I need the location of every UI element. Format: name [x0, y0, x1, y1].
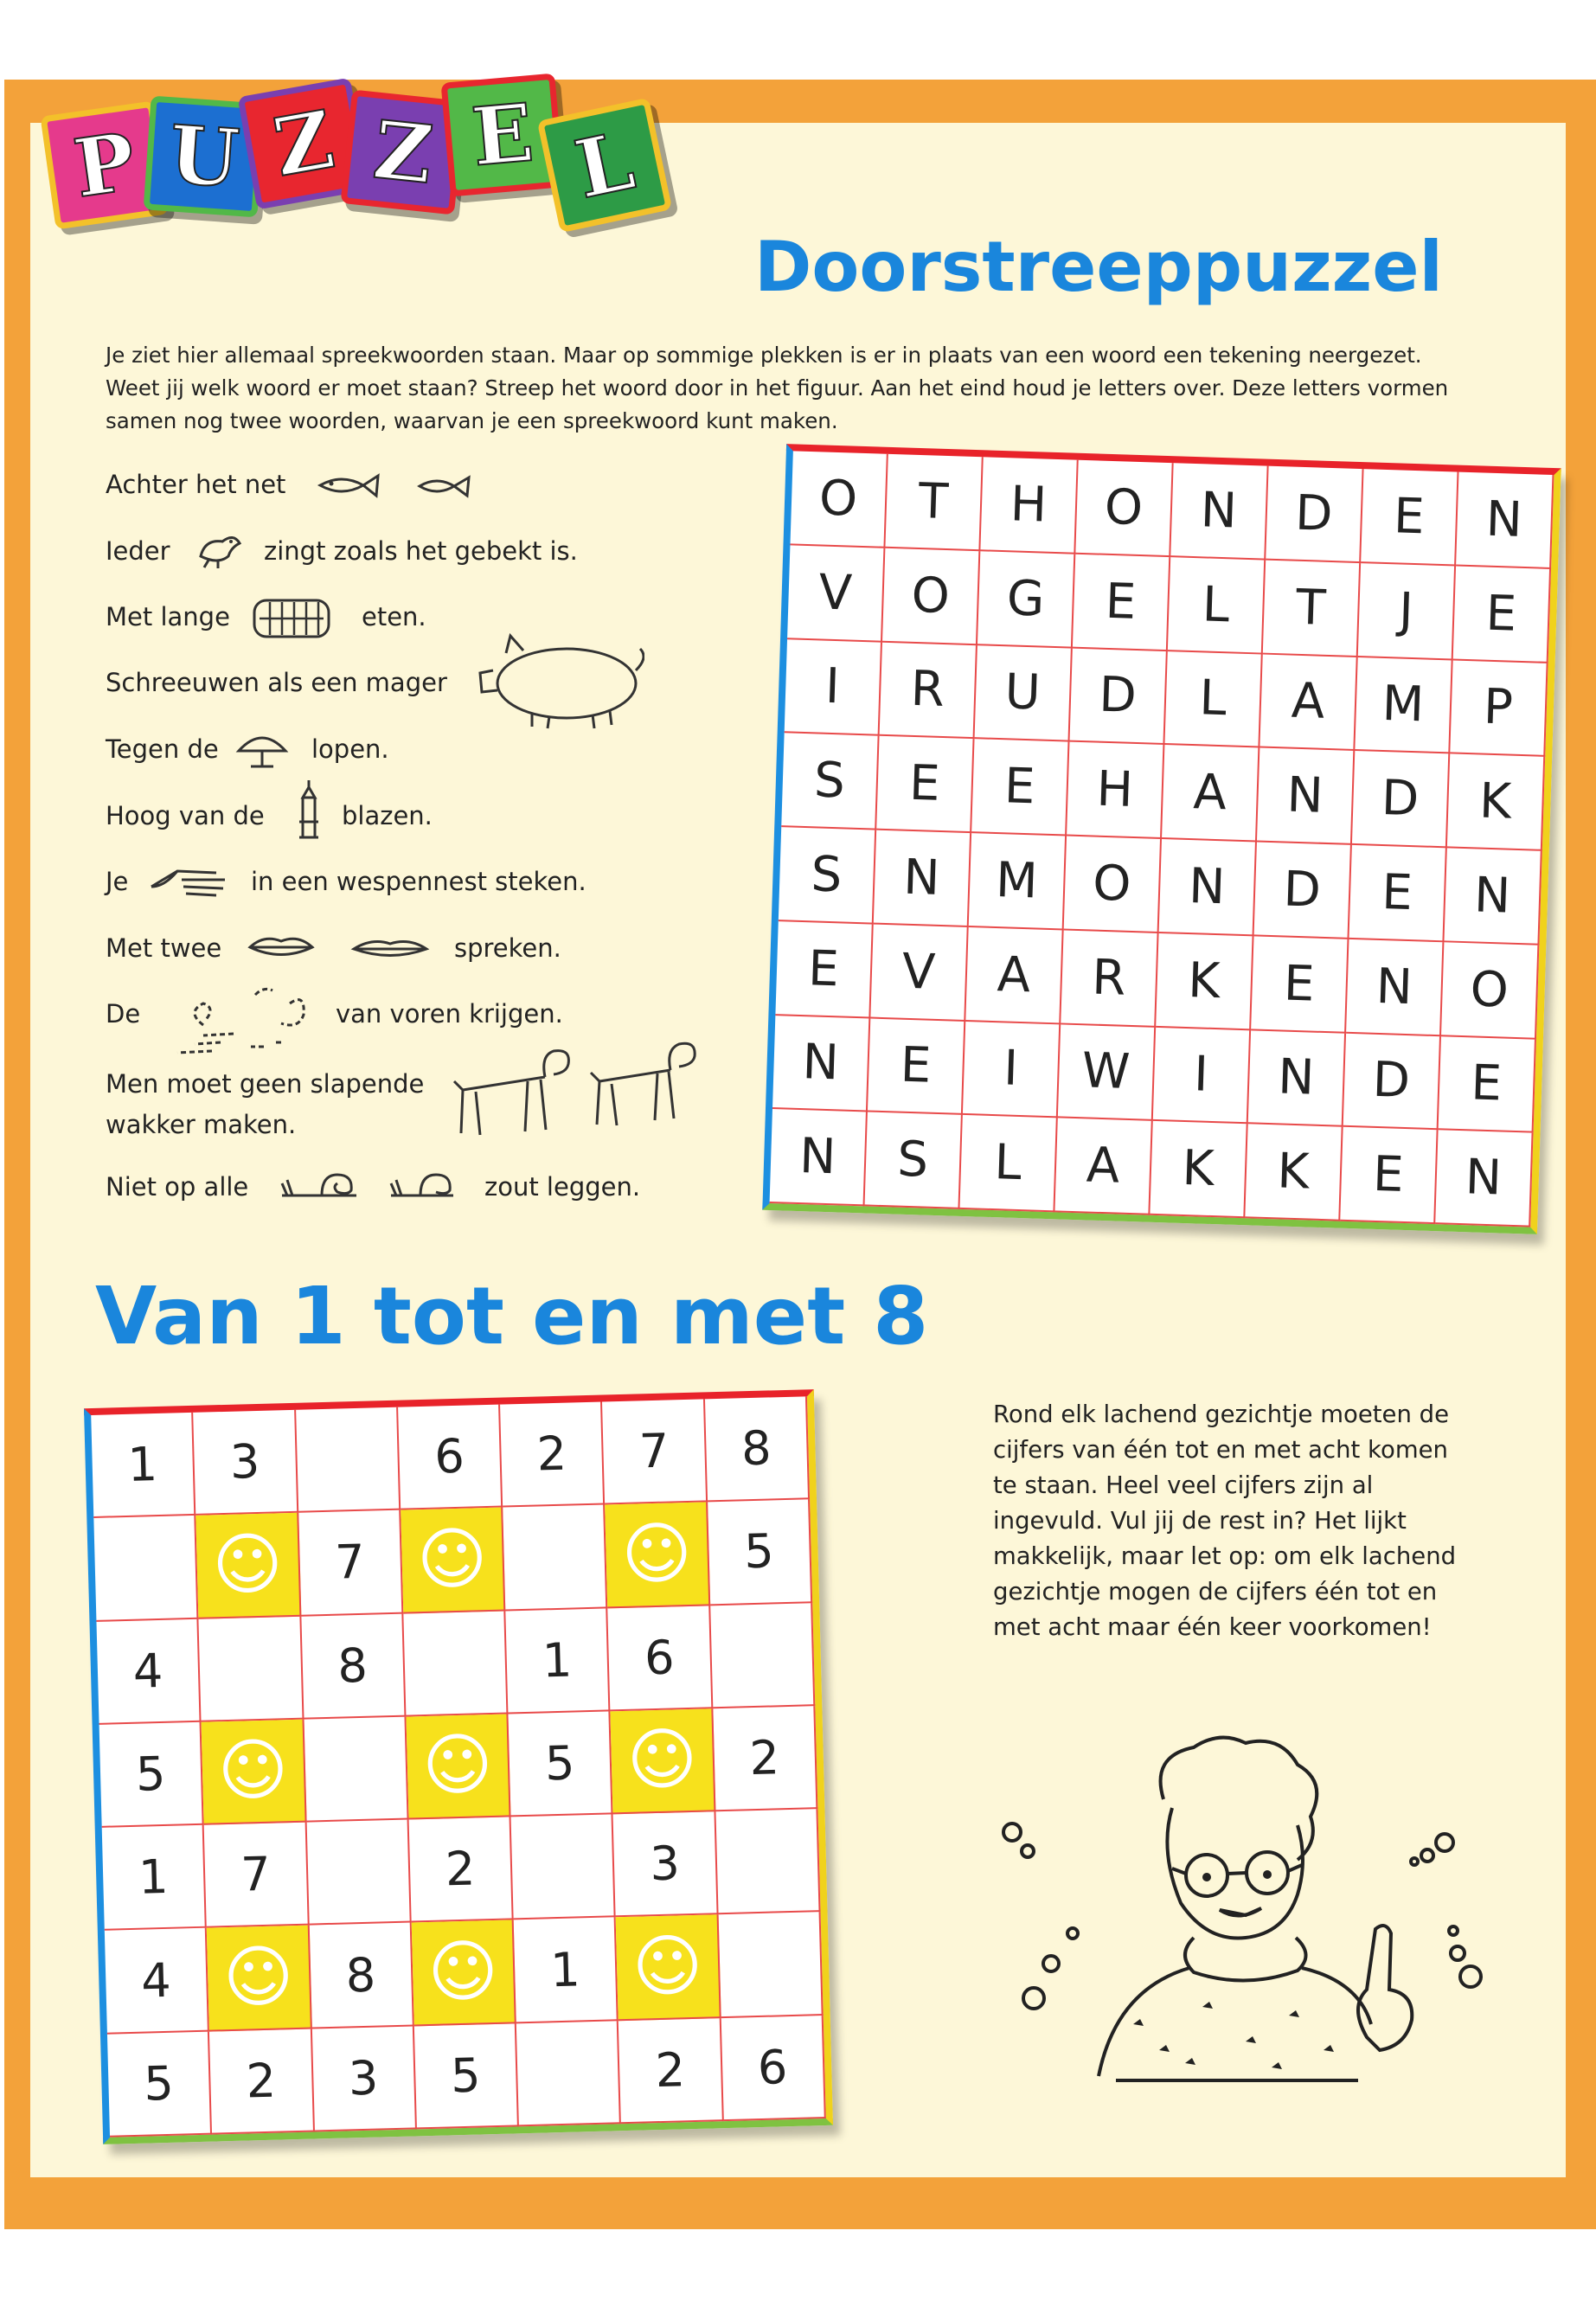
word-grid-cell[interactable]: A: [1054, 1118, 1152, 1215]
logo-block: [537, 98, 673, 234]
number-cell[interactable]: [718, 1913, 823, 2018]
number-cell[interactable]: 7: [204, 1823, 309, 1928]
proverb-line: [106, 470, 285, 499]
proverb-line: [106, 602, 230, 631]
proverb-text: in een wespennest steken.: [251, 867, 586, 896]
logo-letter: P: [68, 114, 141, 216]
dog-icon: [584, 1034, 705, 1129]
mouth-icon: [350, 936, 430, 962]
proverb-text: lopen.: [311, 734, 389, 764]
word-grid-cell[interactable]: E: [1349, 845, 1446, 942]
number-cell[interactable]: 8: [705, 1396, 810, 1502]
word-grid-cell[interactable]: E: [868, 1018, 965, 1115]
word-grid-cell[interactable]: L: [1168, 557, 1266, 654]
word-grid-cell[interactable]: N: [1248, 1030, 1346, 1127]
proverb-line: [106, 999, 140, 1029]
word-grid-cell[interactable]: N: [1170, 463, 1268, 560]
smiley-cell: ☺: [412, 1920, 516, 2026]
word-grid-cell[interactable]: N: [1346, 939, 1444, 1036]
logo-letter: U: [166, 107, 242, 206]
proverb-text: blazen.: [342, 801, 433, 830]
word-grid-cell[interactable]: N: [1456, 472, 1554, 569]
mouth-icon: [247, 933, 316, 962]
proverb-line: [106, 867, 128, 896]
pig-icon: [471, 631, 644, 731]
word-grid-cell[interactable]: L: [1164, 651, 1262, 748]
fish-icon: [415, 474, 471, 498]
word-grid-cell[interactable]: O: [790, 451, 888, 548]
smiley-cell: ☺: [207, 1926, 311, 2031]
proverb-line: [106, 1172, 248, 1202]
smiley-cell: ☺: [202, 1720, 306, 1825]
word-grid-cell[interactable]: O: [1075, 460, 1173, 557]
word-grid-cell[interactable]: P: [1450, 660, 1548, 757]
number-cell[interactable]: 5: [708, 1500, 812, 1606]
number-cell[interactable]: 4: [105, 1928, 209, 2034]
tower-icon: [294, 779, 324, 841]
proverb-text: van voren krijgen.: [336, 999, 563, 1029]
snail-icon: [279, 1168, 361, 1202]
proverb-line-rest: [311, 734, 389, 764]
word-grid-cell[interactable]: H: [1067, 742, 1164, 839]
word-grid-cell[interactable]: A: [1259, 654, 1357, 751]
number-cell[interactable]: 6: [398, 1405, 503, 1510]
word-grid-cell[interactable]: K: [1245, 1125, 1343, 1221]
logo-letter: Z: [369, 102, 438, 202]
number-cell[interactable]: 2: [713, 1706, 817, 1811]
smiley-cell: ☺: [196, 1513, 301, 1618]
word-grid-cell[interactable]: E: [876, 736, 974, 833]
word-grid-cell[interactable]: K: [1156, 933, 1253, 1030]
number-cell[interactable]: 2: [619, 2018, 723, 2124]
proverb-line: [106, 801, 265, 830]
fish-icon: [316, 471, 381, 499]
number-cell[interactable]: 1: [102, 1825, 207, 1931]
word-grid-cell[interactable]: D: [1352, 751, 1450, 848]
word-grid-cell[interactable]: O: [1064, 836, 1162, 933]
number-cell[interactable]: 1: [514, 1918, 619, 2023]
word-grid-cell[interactable]: I: [785, 639, 882, 736]
word-grid-cell[interactable]: T: [1263, 560, 1361, 657]
number-cell[interactable]: 3: [613, 1811, 718, 1917]
number-cell[interactable]: 3: [311, 2026, 416, 2131]
sudoku-description: Rond elk lachend gezichtje moeten de cijfers van één tot en met acht komen te staan. Heel veel cijfers zijn al ingevuld. Vul jij de rest in? Het lijkt makkelijk, maar let op: om elk lachend gezichtje mogen de cijfers één tot en met acht maar één keer voorkomen!: [993, 1400, 1457, 1641]
proverb-text: Ieder: [106, 536, 170, 566]
proverb-line: [106, 536, 170, 566]
word-grid-cell[interactable]: D: [1343, 1033, 1441, 1130]
proverb-line-rest: [362, 602, 426, 631]
number-cell[interactable]: [511, 1814, 616, 1920]
lamp-icon: [232, 727, 292, 770]
smiley-cell: ☺: [401, 1508, 505, 1613]
teeth-icon: [251, 595, 333, 643]
word-grid-cell[interactable]: S: [864, 1112, 962, 1209]
number-cell[interactable]: 8: [301, 1613, 406, 1719]
number-cell[interactable]: [503, 1505, 607, 1611]
number-cell[interactable]: [93, 1516, 198, 1621]
number-cell[interactable]: [296, 1407, 401, 1513]
word-grid-cell[interactable]: E: [1251, 936, 1349, 1033]
number-cell[interactable]: 7: [602, 1399, 707, 1504]
word-grid-cell[interactable]: K: [1150, 1121, 1247, 1218]
word-grid-cell[interactable]: M: [969, 833, 1067, 930]
proverb-line-rest: [264, 536, 578, 566]
word-grid-cell[interactable]: N: [1444, 848, 1542, 945]
number-cell[interactable]: 5: [107, 2031, 212, 2137]
word-grid-cell[interactable]: N: [772, 1016, 870, 1112]
number-cell[interactable]: [304, 1716, 408, 1822]
number-cell[interactable]: 6: [721, 2016, 825, 2121]
word-grid-cell[interactable]: V: [787, 545, 885, 642]
word-grid-cell[interactable]: S: [779, 827, 876, 924]
word-grid-cell[interactable]: E: [1361, 469, 1458, 566]
proverb-line: [106, 1064, 452, 1145]
dog-icon: [445, 1038, 575, 1142]
word-grid-cell[interactable]: H: [980, 457, 1078, 554]
word-grid-cell[interactable]: N: [1435, 1130, 1533, 1227]
word-grid-cell[interactable]: V: [870, 924, 968, 1021]
proverb-text: Niet op alle: [106, 1172, 249, 1202]
proverb-line-rest: [454, 933, 561, 963]
logo-letter: L: [567, 113, 642, 217]
proverb-text: Met lange: [106, 602, 230, 631]
number-cell[interactable]: 5: [99, 1722, 204, 1828]
word-grid-cell[interactable]: A: [965, 927, 1063, 1024]
word-grid-cell[interactable]: R: [880, 642, 977, 739]
number-cell[interactable]: [516, 2021, 621, 2126]
word-grid-cell[interactable]: I: [963, 1021, 1061, 1118]
word-grid-cell[interactable]: N: [770, 1109, 868, 1206]
number-cell[interactable]: 1: [505, 1608, 610, 1714]
word-grid-cell[interactable]: R: [1061, 930, 1158, 1027]
bird-icon: [192, 526, 244, 569]
word-grid-cell[interactable]: E: [971, 739, 1069, 836]
number-cell[interactable]: [710, 1603, 815, 1708]
word-grid-cell[interactable]: O: [1441, 942, 1539, 1039]
word-grid-cell[interactable]: D: [1266, 466, 1363, 563]
proverb-text: zout leggen.: [484, 1172, 641, 1202]
word-grid-cell[interactable]: E: [775, 921, 873, 1018]
word-grid-cell[interactable]: G: [977, 551, 1075, 648]
thinking-child-icon: [986, 1730, 1505, 2102]
proverb-text: spreken.: [454, 933, 561, 963]
number-cell[interactable]: [403, 1611, 508, 1716]
word-grid-cell[interactable]: D: [1069, 648, 1167, 745]
wind-icon: [151, 982, 316, 1055]
proverb-text: Achter het net: [106, 470, 286, 499]
word-grid-cell[interactable]: E: [1073, 554, 1170, 651]
smiley-cell: ☺: [611, 1708, 715, 1814]
word-grid: [762, 444, 1561, 1234]
word-grid-cell[interactable]: D: [1254, 842, 1352, 939]
proverb-line: [106, 734, 219, 764]
word-grid-cell[interactable]: W: [1058, 1024, 1156, 1121]
word-grid-cell[interactable]: S: [781, 733, 879, 830]
proverb-line-rest: [251, 867, 586, 896]
number-cell[interactable]: 5: [509, 1711, 613, 1817]
hand-icon: [147, 861, 234, 900]
proverb-line: [106, 933, 221, 963]
number-grid: [84, 1389, 833, 2144]
proverb-text: Men moet geen slapende wakker maken.: [106, 1069, 425, 1139]
proverb-line: [106, 668, 447, 697]
proverb-text: Hoog van de: [106, 801, 265, 830]
number-cell[interactable]: 1: [91, 1413, 195, 1518]
sudoku-title: Van 1 tot en met 8: [95, 1270, 929, 1362]
doorstreep-intro: Je ziet hier allemaal spreekwoorden staan. Maar op sommige plekken is er in plaats van een woord een tekening neergezet. Weet jij welk woord er moet staan? Streep het woord door in het figuur. Aan het eind houd je letters over. Deze letters vormen samen nog twee woorden, waarvan je een spreekwoord kunt maken.: [106, 343, 1449, 433]
snail-icon: [388, 1168, 457, 1202]
word-grid-cell[interactable]: J: [1358, 563, 1456, 660]
puzzel-logo: [48, 74, 670, 290]
word-grid-cell[interactable]: E: [1340, 1127, 1438, 1224]
number-cell[interactable]: 8: [309, 1923, 413, 2029]
proverb-text: De: [106, 999, 141, 1029]
word-grid-cell[interactable]: N: [1159, 839, 1257, 936]
number-cell[interactable]: 2: [500, 1401, 605, 1507]
word-grid-cell[interactable]: E: [1439, 1036, 1536, 1133]
logo-letter: Z: [266, 92, 341, 195]
word-grid-cell[interactable]: L: [959, 1115, 1057, 1212]
number-cell[interactable]: 2: [209, 2029, 314, 2134]
number-cell[interactable]: 6: [608, 1606, 713, 1711]
number-cell[interactable]: 2: [408, 1817, 513, 1923]
word-grid-cell[interactable]: I: [1153, 1027, 1251, 1124]
word-grid-cell[interactable]: U: [975, 645, 1073, 742]
proverb-text: eten.: [362, 602, 426, 631]
number-cell[interactable]: 3: [193, 1410, 298, 1516]
proverb-line-rest: [342, 801, 433, 830]
number-cell[interactable]: [199, 1616, 304, 1721]
word-grid-cell[interactable]: A: [1162, 745, 1259, 842]
proverb-text: Je: [106, 867, 129, 896]
word-grid-cell[interactable]: N: [1257, 748, 1355, 845]
smiley-cell: ☺: [406, 1714, 510, 1819]
word-grid-cell[interactable]: N: [874, 830, 971, 927]
smiley-cell: ☺: [616, 1915, 721, 2021]
number-cell[interactable]: 5: [414, 2023, 519, 2129]
number-cell[interactable]: [306, 1820, 411, 1926]
proverb-line-rest: [336, 999, 563, 1029]
proverb-text: zingt zoals het gebekt is.: [264, 536, 578, 566]
word-grid-cell[interactable]: T: [885, 454, 983, 551]
proverb-text: Tegen de: [106, 734, 219, 764]
word-grid-cell[interactable]: M: [1355, 657, 1452, 754]
word-grid-cell[interactable]: K: [1447, 754, 1545, 851]
doorstreep-title: Doorstreeppuzzel: [754, 227, 1443, 307]
smiley-cell: ☺: [606, 1503, 710, 1608]
word-grid-cell[interactable]: O: [882, 548, 980, 645]
number-cell[interactable]: 4: [96, 1618, 201, 1724]
number-cell[interactable]: 7: [298, 1510, 403, 1616]
word-grid-cell[interactable]: E: [1453, 566, 1551, 663]
proverb-text: Schreeuwen als een mager: [106, 668, 447, 697]
number-cell[interactable]: [715, 1809, 820, 1914]
proverb-line-rest: [484, 1172, 640, 1202]
proverb-text: Met twee: [106, 933, 222, 963]
logo-letter: E: [468, 86, 537, 184]
